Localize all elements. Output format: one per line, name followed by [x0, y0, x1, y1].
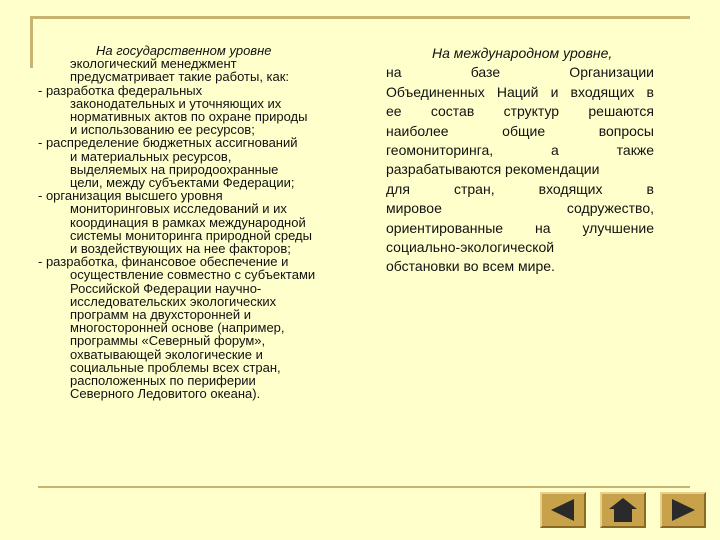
text-line: выделяемых на природоохранные — [70, 161, 279, 177]
prev-slide-button[interactable] — [540, 492, 586, 528]
text-line: ее состав структур решаются — [386, 103, 654, 120]
text-line: программы «Северный форум», — [70, 333, 266, 349]
next-slide-button[interactable] — [660, 492, 706, 528]
text-line: - распределение бюджетных ассигнований — [38, 135, 298, 151]
text-line: социально-экологической — [386, 239, 555, 256]
text-line: многосторонней основе (например, — [70, 320, 285, 336]
home-button-face[interactable] — [600, 492, 646, 528]
text-line: мировое содружество, — [386, 200, 654, 217]
text-line: Объединенных Наций и входящих в — [386, 83, 654, 100]
text-line: координация в рамках международной — [70, 214, 306, 230]
text-line: и использованию ее ресурсов; — [70, 122, 255, 138]
text-line: нормативных актов по охране природы — [70, 109, 308, 125]
international-level-column — [386, 44, 654, 277]
next-slide-button-face[interactable] — [660, 492, 706, 528]
text-line: социальные проблемы всех стран, — [70, 359, 281, 375]
text-line: предусматривает такие работы, как: — [70, 69, 290, 85]
frame-bottom-line — [38, 486, 690, 488]
text-line: на базе Организации — [386, 64, 654, 81]
triangle-left-icon — [548, 497, 578, 523]
text-line: ориентированные на улучшение — [386, 219, 654, 236]
text-line: Северного Ледовитого океана). — [70, 386, 261, 402]
text-line: - организация высшего уровня — [38, 188, 223, 204]
text-line: законодательных и уточняющих их — [70, 95, 282, 111]
text-line: Российской Федерации научно- — [70, 280, 262, 296]
state-level-column — [38, 44, 356, 400]
frame-left-line — [30, 16, 33, 68]
text-line: осуществление совместно с субъектами — [70, 267, 316, 283]
text-line: мониторинговых исследований и их — [70, 201, 287, 217]
text-line: программ на двухсторонней и — [70, 307, 251, 323]
international-level-heading: На международном уровне, — [432, 45, 613, 61]
text-line: для стран, входящих в — [386, 180, 654, 197]
text-line: обстановки во всем мире. — [386, 258, 555, 275]
text-line: охватывающей экологические и — [70, 346, 263, 362]
text-line: разрабатываются рекомендации — [386, 161, 600, 178]
prev-slide-button-face[interactable] — [540, 492, 586, 528]
frame-top-line — [30, 16, 690, 19]
text-line: наиболее общие вопросы — [386, 122, 654, 139]
text-line: исследовательских экологических — [70, 293, 277, 309]
home-icon — [607, 496, 639, 524]
text-line: - разработка, финансовое обеспечение и — [38, 254, 289, 270]
text-line: и воздействующих на нее факторов; — [70, 241, 291, 257]
text-line: и материальных ресурсов, — [70, 148, 232, 164]
triangle-right-icon — [668, 497, 698, 523]
home-button[interactable] — [600, 492, 646, 528]
text-line: цели, между субъектами Федерации; — [70, 175, 295, 191]
state-level-heading: На государственном уровне — [96, 43, 272, 58]
text-line: - разработка федеральных — [38, 82, 203, 98]
text-line: геомониторинга, а также — [386, 142, 654, 159]
text-line: системы мониторинга природной среды — [70, 227, 312, 243]
text-line: экологический менеджмент — [70, 56, 237, 72]
text-line: расположенных по периферии — [70, 373, 256, 389]
